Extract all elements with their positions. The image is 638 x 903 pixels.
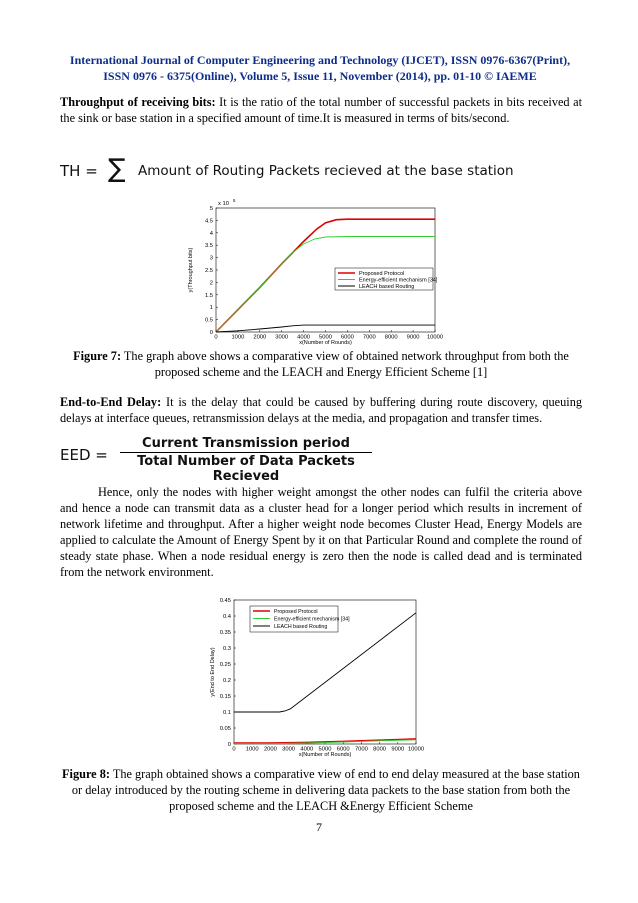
- delay-ytick-label: 0.3: [222, 646, 231, 652]
- throughput-ytick-label: 3.5: [204, 243, 213, 250]
- journal-header-line2: ISSN 0976 - 6375(Online), Volume 5, Issue 11, November (2014), pp. 01-10 © IAEME: [103, 69, 537, 83]
- delay-xtick-label: 8000: [373, 746, 387, 753]
- figure8-label: Figure 8:: [62, 767, 110, 781]
- eed-term: End-to-End Delay:: [60, 395, 162, 409]
- delay-xtick-label: 5000: [318, 746, 332, 753]
- delay-legend-label: LEACH based Routing: [274, 624, 328, 630]
- figure8-text: The graph obtained shows a comparative view of end to end delay measured at the base station or delay introduced by the routing scheme in delivering data packets to the base station from both the proposed scheme and the LEACH &Energy Efficient Scheme: [71, 767, 580, 813]
- throughput-xtick-label: 10000: [426, 334, 444, 341]
- delay-xtick-label: 9000: [391, 746, 405, 753]
- delay-ytick-label: 0.35: [219, 630, 231, 636]
- figure8-caption: [60, 766, 582, 814]
- throughput-ytick-label: 2: [209, 280, 213, 287]
- throughput-xtick-label: 8000: [384, 334, 398, 341]
- throughput-xtick-label: 5000: [319, 334, 332, 341]
- delay-ytick-label: 0.15: [219, 694, 231, 700]
- throughput-ytick-label: 1.5: [204, 292, 213, 299]
- delay-ytick-label: 0.4: [222, 614, 231, 620]
- page-number: 7: [316, 820, 322, 834]
- figure7-text: The graph above shows a comparative view of obtained network throughput from both the proposed scheme and the LEACH and Energy Efficient Scheme [1]: [121, 349, 569, 379]
- eed-numerator: Current Transmission period: [142, 436, 350, 451]
- throughput-formula: [60, 156, 560, 188]
- delay-xtick-label: 2000: [263, 746, 277, 753]
- delay-ytick-label: 0.2: [222, 678, 231, 684]
- eed-denominator: Total Number of Data Packets Recieved: [137, 454, 355, 484]
- throughput-legend-label: LEACH based Routing: [359, 284, 415, 290]
- delay-xtick-label: 0: [232, 746, 236, 753]
- delay-xtick-label: 10000: [407, 746, 425, 753]
- delay-xtick-label: 4000: [300, 746, 314, 753]
- throughput-exponent-label: x 10: [218, 201, 229, 207]
- th-rhs: Amount of Routing Packets recieved at the base station: [138, 163, 514, 179]
- figure7-caption: [60, 348, 582, 380]
- throughput-ytick-label: 3: [209, 255, 213, 262]
- delay-ytick-label: 0.25: [219, 662, 231, 668]
- throughput-ytick-label: 4: [209, 230, 213, 237]
- throughput-legend-label: Proposed Protocol: [359, 271, 405, 277]
- delay-ytick-label: 0.1: [222, 710, 231, 716]
- throughput-xtick-label: 6000: [340, 334, 354, 341]
- throughput-ytick-label: 5: [209, 206, 213, 212]
- eed-paragraph: [60, 394, 582, 426]
- body-paragraph: Hence, only the nodes with higher weight amongst the other nodes can fulfil the criteria above and hence a node can transmit data as a cluster head for a longer period which results in increment of network lifetime and throughput. After a higher weight node becomes Cluster Head, Energy Models are applied to calculate the Amount of Energy Spent by it on that Particular Round and complete the round of steady state phase. When a node residual energy is zero then the node is called dead and is terminated from the network environment.: [60, 485, 582, 579]
- delay-legend-label: Energy-efficient mechanism [34]: [274, 616, 350, 623]
- throughput-exponent-power: 5: [233, 198, 236, 203]
- throughput-xtick-label: 9000: [406, 334, 420, 341]
- throughput-chart: [180, 198, 460, 348]
- figure7-label: Figure 7:: [73, 349, 122, 363]
- delay-xtick-label: 1000: [245, 746, 259, 753]
- eed-formula: [60, 436, 380, 484]
- fraction-bar: [120, 452, 372, 453]
- throughput-xtick-label: 7000: [362, 334, 376, 341]
- throughput-xtick-label: 1000: [231, 334, 245, 341]
- throughput-text: It is the ratio of the total number of successful packets in bits received at the sink or base station in a specified amount of time.It is measured in terms of bits/second.: [60, 95, 582, 125]
- eed-text: It is the delay that could be caused by buffering during route discovery, queuing delays at interface queues, retransmission delays at the media, and propagation and transfer times.: [60, 395, 583, 425]
- throughput-ytick-label: 2.5: [204, 268, 213, 274]
- delay-legend-label: Proposed Protocol: [274, 609, 318, 615]
- delay-xtick-label: 3000: [282, 746, 296, 753]
- delay-xlabel: x(Number of Rounds): [298, 752, 352, 758]
- throughput-ylabel: y(Throughput bits): [188, 247, 194, 293]
- throughput-ytick-label: 1: [209, 305, 213, 312]
- throughput-xtick-label: 0: [214, 334, 218, 341]
- throughput-xlabel: x(Number of Rounds): [299, 340, 352, 346]
- delay-ytick-label: 0.05: [219, 726, 231, 732]
- throughput-ytick-label: 0.5: [204, 317, 213, 324]
- throughput-xtick-label: 2000: [253, 334, 267, 341]
- throughput-paragraph: [60, 94, 582, 126]
- throughput-term: Throughput of receiving bits:: [60, 95, 216, 109]
- throughput-legend-label: Energy-efficient mechanism [34]: [359, 277, 438, 284]
- throughput-ytick-label: 0: [209, 330, 213, 336]
- journal-header: [60, 52, 580, 84]
- delay-xtick-label: 6000: [336, 746, 350, 753]
- throughput-xtick-label: 4000: [297, 334, 311, 341]
- throughput-xtick-label: 3000: [275, 334, 289, 341]
- eed-lhs: EED =: [60, 446, 108, 464]
- sum-symbol: ∑: [108, 154, 126, 184]
- delay-ytick-label: 0.45: [219, 598, 231, 604]
- delay-chart: [200, 592, 440, 762]
- delay-xtick-label: 7000: [354, 746, 368, 753]
- throughput-ytick-label: 4.5: [204, 218, 213, 225]
- th-lhs: TH =: [60, 162, 98, 180]
- delay-ylabel: y(End to End Delay): [210, 647, 216, 697]
- journal-header-line1: International Journal of Computer Engineering and Technology (IJCET), ISSN 0976-6367(Print),: [69, 53, 571, 67]
- delay-ytick-label: 0: [227, 742, 231, 748]
